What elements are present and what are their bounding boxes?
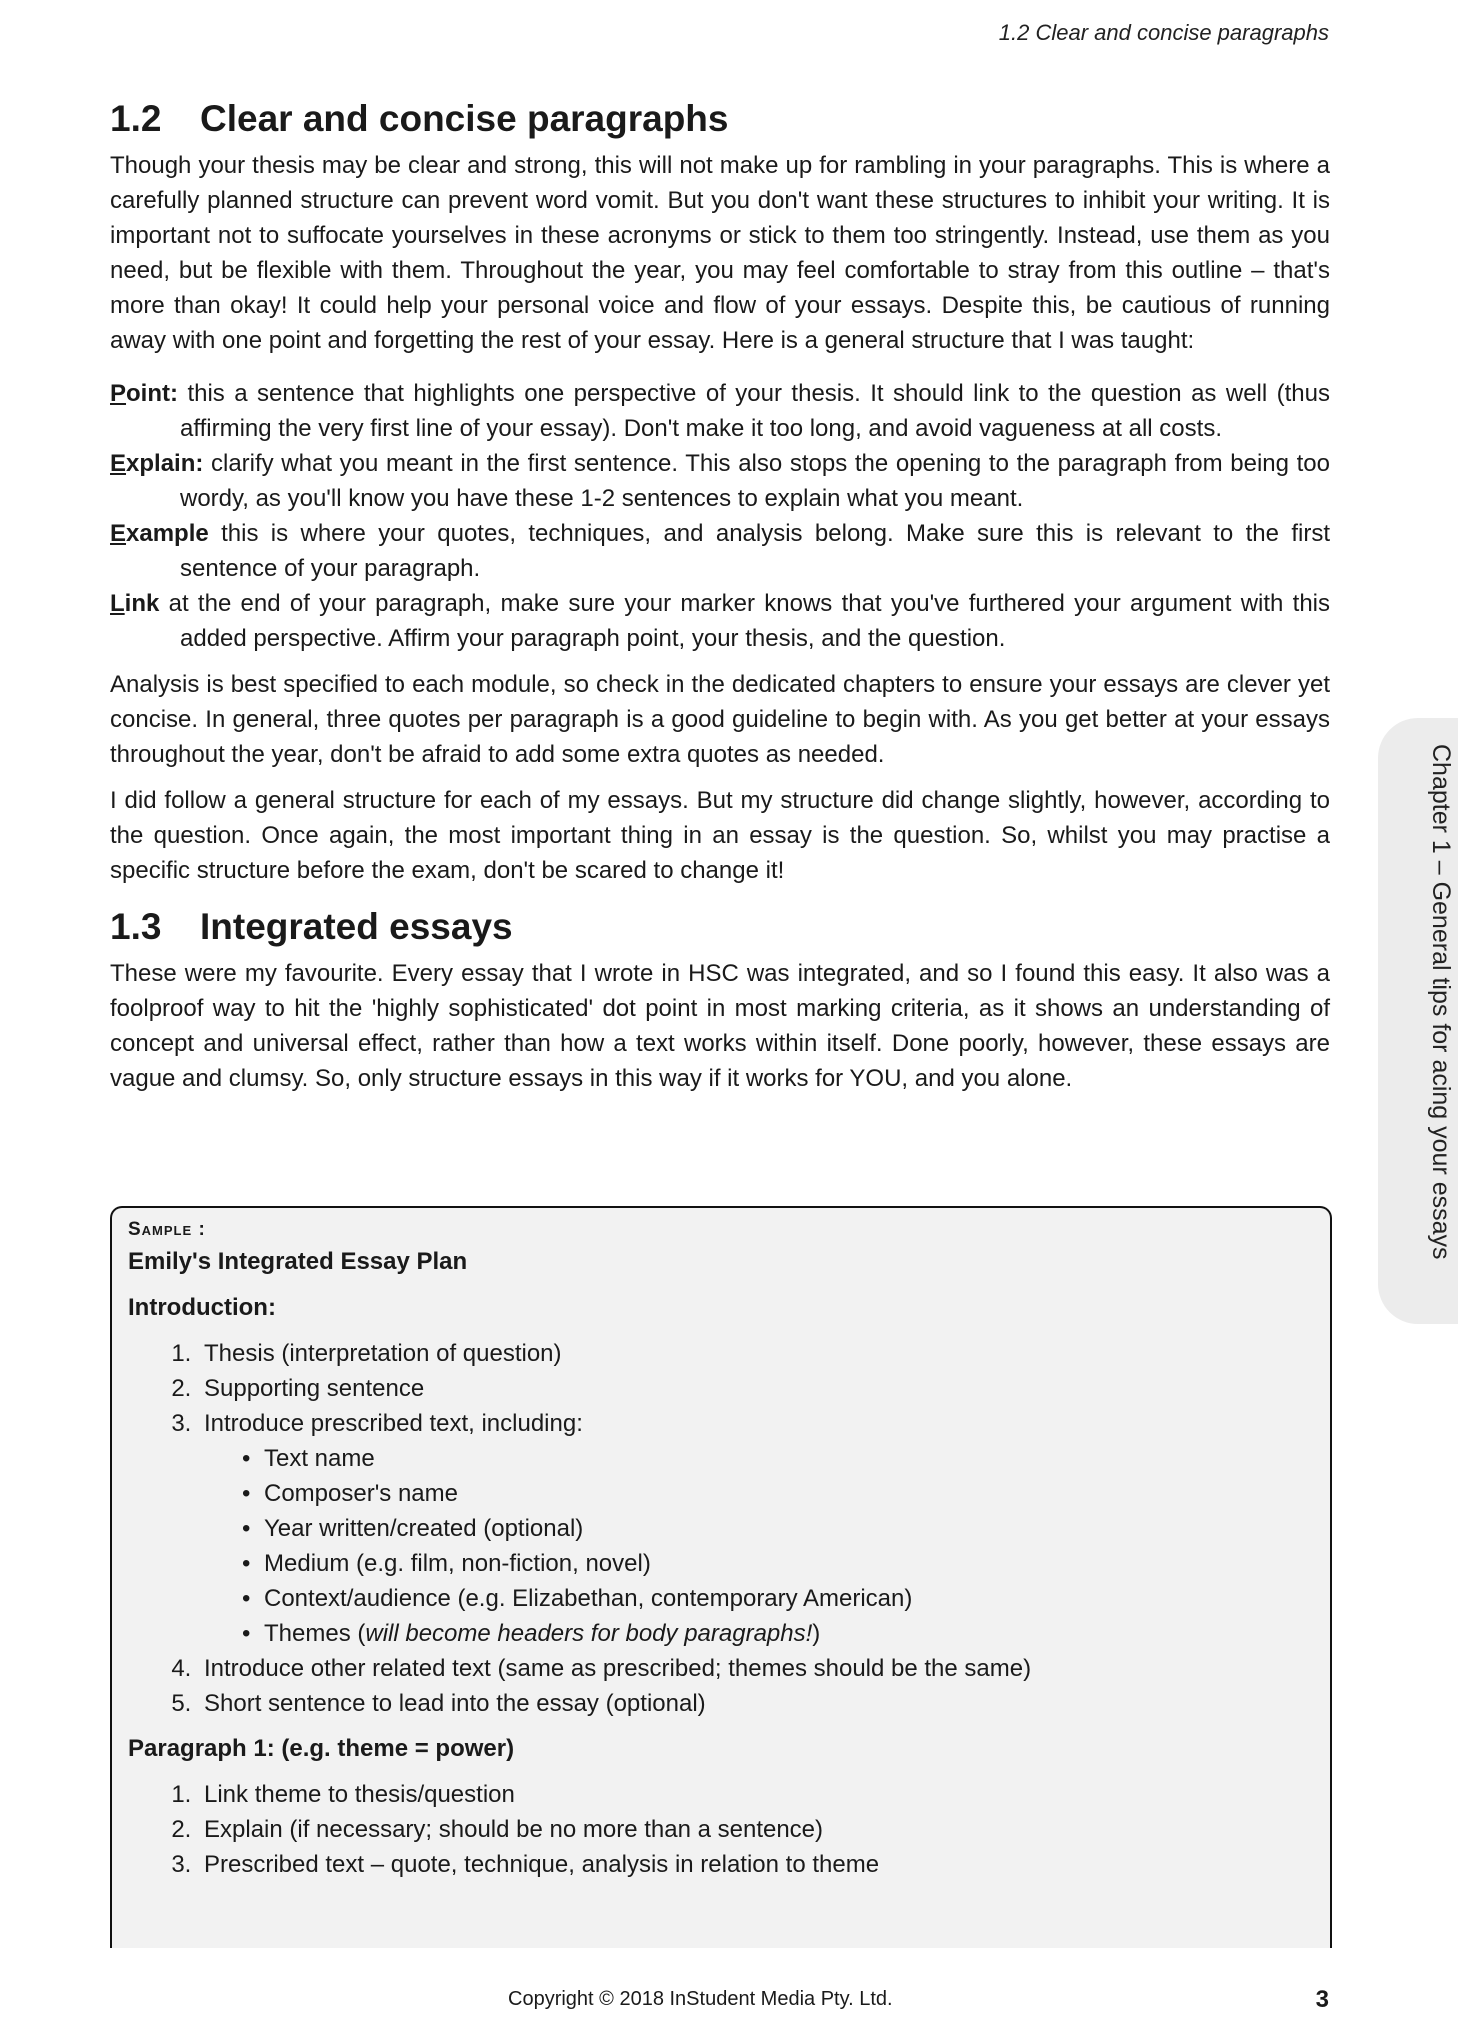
section-title: Clear and concise paragraphs bbox=[200, 98, 729, 139]
list-item: • Themes (will become headers for body paragraphs!) bbox=[258, 1616, 1314, 1651]
peel-structure-list bbox=[110, 376, 1330, 656]
list-item: 2. Supporting sentence bbox=[198, 1371, 1314, 1406]
term-label: Point: bbox=[110, 380, 178, 407]
introduction-list bbox=[128, 1336, 1314, 1721]
copyright-text: Copyright © 2018 InStudent Media Pty. Ltd. bbox=[508, 1988, 893, 2010]
introduction-heading: Introduction: bbox=[128, 1294, 276, 1321]
page-number: 3 bbox=[1315, 1986, 1329, 2013]
section-heading bbox=[110, 96, 1330, 142]
term-link bbox=[110, 586, 1330, 656]
structure-paragraph: I did follow a general structure for each of my essays. But my structure did change slightly, however, according to the question. Once again, the most important thing in an essay is the question. So, whilst you may practise a specific structure before the exam, don't be scared to change it! bbox=[110, 787, 1330, 884]
paragraph1-list bbox=[128, 1777, 1314, 1882]
chapter-tab-label: Chapter 1 – General tips for acing your essays bbox=[1427, 744, 1455, 1260]
term-label: Link bbox=[110, 590, 160, 617]
prescribed-text-sublist bbox=[204, 1441, 1314, 1651]
section-number: 1.2 bbox=[110, 98, 162, 139]
sample-tag: Sample : bbox=[128, 1219, 206, 1240]
main-content bbox=[110, 96, 1330, 1096]
list-item: • Context/audience (e.g. Elizabethan, contemporary American) bbox=[258, 1581, 1314, 1616]
section-title: Integrated essays bbox=[200, 906, 513, 947]
list-item: • Year written/created (optional) bbox=[258, 1511, 1314, 1546]
term-example bbox=[110, 516, 1330, 586]
term-label: Explain: bbox=[110, 450, 204, 477]
chapter-side-tab bbox=[1378, 718, 1458, 1324]
term-description: at the end of your paragraph, make sure your marker knows that you've furthered your argument with this added perspective. Affirm your paragraph point, your thesis, and the question. bbox=[168, 590, 1331, 652]
term-description: this a sentence that highlights one perspective of your thesis. It should link to the question as well (thus affirming the very first line of your essay). Don't make it too long, and avoid vagueness at all costs. bbox=[180, 380, 1331, 442]
list-item: 3. Introduce prescribed text, including: • Text name • Composer's name • Year written/created (optional) • Medium (e.g. film, non-fiction, novel) • Context/audience (e.g. Elizabethan, contemporary American) • Themes (will become headers for body paragraphs!) bbox=[198, 1406, 1314, 1651]
section-1-3 bbox=[110, 904, 1330, 1096]
list-item: 5. Short sentence to lead into the essay (optional) bbox=[198, 1686, 1314, 1721]
sample-title: Emily's Integrated Essay Plan bbox=[128, 1248, 468, 1275]
list-item: 3. Prescribed text – quote, technique, analysis in relation to theme bbox=[198, 1847, 1314, 1882]
list-item: 4. Introduce other related text (same as prescribed; themes should be the same) bbox=[198, 1651, 1314, 1686]
section-heading bbox=[110, 904, 1330, 950]
term-description: this is where your quotes, techniques, and analysis belong. Make sure this is relevant to the first sentence of your paragraph. bbox=[180, 520, 1330, 582]
list-item: 2. Explain (if necessary; should be no more than a sentence) bbox=[198, 1812, 1314, 1847]
integrated-intro-paragraph: These were my favourite. Every essay that I wrote in HSC was integrated, and so I found this easy. It also was a foolproof way to hit the 'highly sophisticated' dot point in most marking criteria, as it shows an understanding of concept and universal effect, rather than how a text works within itself. Done poorly, however, these essays are vague and clumsy. So, only structure essays in this way if it works for YOU, and you alone. bbox=[110, 960, 1330, 1092]
term-description: clarify what you meant in the first sentence. This also stops the opening to the paragraph from being too wordy, as you'll know you have these 1-2 sentences to explain what you meant. bbox=[180, 450, 1330, 512]
list-item: 1. Thesis (interpretation of question) bbox=[198, 1336, 1314, 1371]
term-explain bbox=[110, 446, 1330, 516]
intro-paragraph: Though your thesis may be clear and strong, this will not make up for rambling in your paragraphs. This is where a carefully planned structure can prevent word vomit. But you don't want these structures to inhibit your writing. It is important not to suffocate yourselves in these acronyms or stick to them too stringently. Instead, use them as you need, but be flexible with them. Throughout the year, you may feel comfortable to stray from this outline – that's more than okay! It could help your personal voice and flow of your essays. Despite this, be cautious of running away with one point and forgetting the rest of your essay. Here is a general structure that I was taught: bbox=[110, 152, 1330, 354]
term-point bbox=[110, 376, 1330, 446]
analysis-paragraph: Analysis is best specified to each module, so check in the dedicated chapters to ensure your essays are clever yet concise. In general, three quotes per paragraph is a good guideline to begin with. As you get better at your essays throughout the year, don't be afraid to add some extra quotes as needed. bbox=[110, 671, 1330, 768]
list-item: • Text name bbox=[258, 1441, 1314, 1476]
paragraph1-heading: Paragraph 1: (e.g. theme = power) bbox=[128, 1735, 515, 1762]
term-label: Example bbox=[110, 520, 209, 547]
sample-box bbox=[110, 1206, 1332, 1948]
running-header: 1.2 Clear and concise paragraphs bbox=[998, 20, 1329, 45]
list-item: • Composer's name bbox=[258, 1476, 1314, 1511]
list-item: 1. Link theme to thesis/question bbox=[198, 1777, 1314, 1812]
section-number: 1.3 bbox=[110, 906, 162, 947]
list-item: • Medium (e.g. film, non-fiction, novel) bbox=[258, 1546, 1314, 1581]
section-1-2 bbox=[110, 96, 1330, 888]
